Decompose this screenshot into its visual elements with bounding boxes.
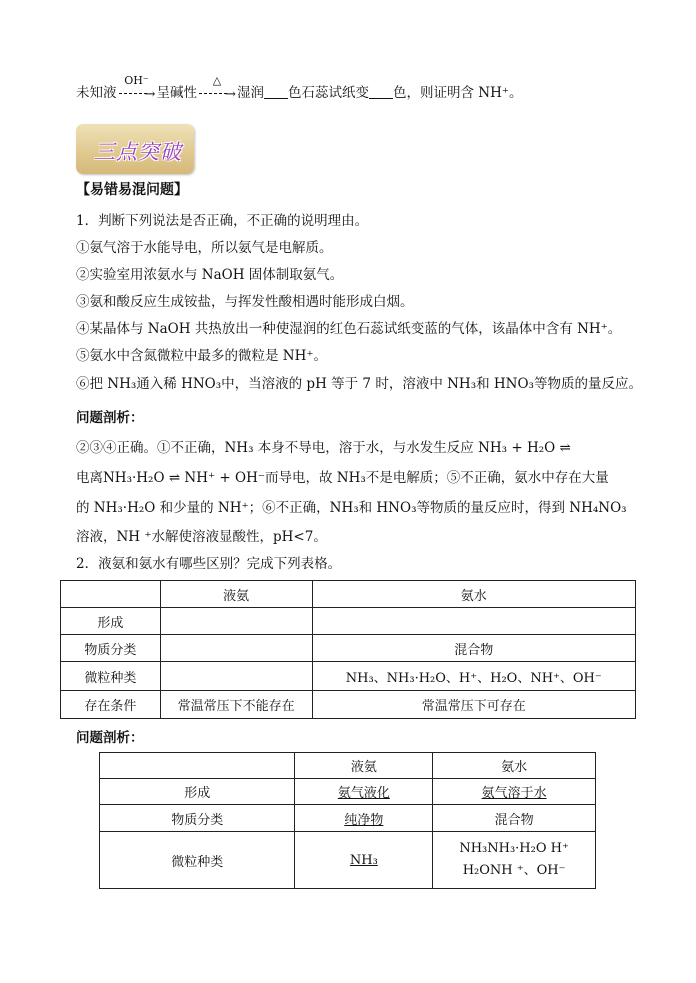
- table-header-cell: [100, 753, 295, 779]
- table-row: [61, 662, 636, 691]
- intro-line: [76, 73, 523, 104]
- statement-3: ③氨和酸反应生成铵盐，与挥发性酸相遇时能形成白烟。: [76, 294, 414, 310]
- statement-1: ①氨气溶于水能导电，所以氨气是电解质。: [76, 240, 333, 256]
- analysis-line-1: ②③④正确。①不正确，NH₃ 本身不导电，溶于水，与水发生反应 NH₃ + H₂O ⇌: [76, 440, 571, 456]
- table-row: [61, 635, 636, 662]
- table-row: [61, 691, 636, 719]
- table-header-row: [61, 581, 636, 608]
- comparison-table-blank: [60, 580, 636, 719]
- table-cell-answer: 氨气溶于水: [433, 779, 596, 805]
- table-cell: 混合物: [433, 805, 596, 832]
- table-header-cell: 液氨: [295, 753, 433, 779]
- fill-blank-1[interactable]: [264, 84, 288, 99]
- table-cell: 微粒种类: [61, 662, 161, 691]
- table-header-cell: 液氨: [160, 581, 312, 608]
- section-title: 【易错易混问题】: [76, 182, 188, 198]
- table-cell: 形成: [100, 779, 295, 805]
- table-cell-blank[interactable]: [160, 635, 312, 662]
- reaction-arrow-1: [117, 73, 157, 104]
- question-2-title: 2．液氨和氨水有哪些区别？完成下列表格。: [76, 556, 342, 572]
- table-cell: 微粒种类: [100, 832, 295, 889]
- section-badge-label: 三点突破: [94, 140, 182, 164]
- table-cell-blank[interactable]: [160, 608, 312, 635]
- statement-2: ②实验室用浓氨水与 NaOH 固体制取氨气。: [76, 267, 344, 283]
- intro-text-3: 湿润: [237, 85, 264, 101]
- question-1-title: 1．判断下列说法是否正确，不正确的说明理由。: [76, 213, 369, 229]
- intro-text-4: 色石蕊试纸变: [288, 85, 369, 101]
- table-cell: NH₃、NH₃·H₂O、H⁺、H₂O、NH⁺、OH⁻: [312, 662, 635, 691]
- table-cell: 常温常压下可存在: [312, 691, 635, 719]
- statement-4: ④某晶体与 NaOH 共热放出一种使湿润的红色石蕊试纸变蓝的气体，该晶体中含有 NH⁺。: [76, 321, 622, 337]
- table-cell: 物质分类: [100, 805, 295, 832]
- intro-text-2: 呈碱性: [156, 85, 197, 101]
- table-header-cell: 氨水: [312, 581, 635, 608]
- table-row: [100, 779, 596, 805]
- table-row: [100, 805, 596, 832]
- table-row: [100, 832, 596, 889]
- comparison-table-answer: [99, 752, 596, 889]
- arrow-head-icon: →: [144, 86, 156, 102]
- table-cell: 常温常压下不能存在: [160, 691, 312, 719]
- table-cell-blank[interactable]: [312, 608, 635, 635]
- reaction-arrow-2: [197, 73, 237, 104]
- table-cell-blank[interactable]: [160, 662, 312, 691]
- arrow-head-icon: →: [225, 86, 236, 102]
- intro-text-5: 色，则证明含 NH⁺。: [393, 85, 523, 101]
- intro-text-1: 未知液: [76, 85, 117, 101]
- table-cell: 形成: [61, 608, 161, 635]
- analysis-line-3: 的 NH₃·H₂O 和少量的 NH⁺；⑥不正确，NH₃和 HNO₃等物质的量反应时，得到 NH₄NO₃: [76, 500, 627, 516]
- table-row: [61, 608, 636, 635]
- arrow-label-2: △: [212, 73, 222, 87]
- table-cell-answer: 氨气液化: [295, 779, 433, 805]
- section-badge: [76, 124, 194, 174]
- analysis-label-1: 问题剖析：: [76, 410, 144, 426]
- table-header-cell: 氨水: [433, 753, 596, 779]
- arrow-label-1: OH⁻: [124, 73, 149, 87]
- statement-6: ⑥把 NH₃通入稀 HNO₃中，当溶液的 pH 等于 7 时，溶液中 NH₃和 HNO₃等物质的量反应。: [76, 376, 642, 392]
- analysis-line-2: 电离NH₃·H₂O ⇌ NH⁺ + OH⁻而导电，故 NH₃不是电解质；⑤不正确，氨水中存在大量: [76, 470, 609, 486]
- analysis-line-4: 溶液，NH ⁺水解使溶液显酸性，pH<7。: [76, 529, 327, 545]
- table-header-row: [100, 753, 596, 779]
- analysis-label-2: 问题剖析：: [76, 730, 144, 746]
- table-cell: 混合物: [312, 635, 635, 662]
- table-cell: NH₃NH₃·H₂O H⁺ H₂ONH ⁺、OH⁻: [433, 832, 596, 889]
- table-cell: 存在条件: [61, 691, 161, 719]
- table-cell-answer: NH₃: [295, 832, 433, 889]
- statement-5: ⑤氨水中含氮微粒中最多的微粒是 NH⁺。: [76, 348, 328, 364]
- table-cell-answer: 纯净物: [295, 805, 433, 832]
- table-header-cell: [61, 581, 161, 608]
- table-cell: 物质分类: [61, 635, 161, 662]
- fill-blank-2[interactable]: [369, 84, 393, 99]
